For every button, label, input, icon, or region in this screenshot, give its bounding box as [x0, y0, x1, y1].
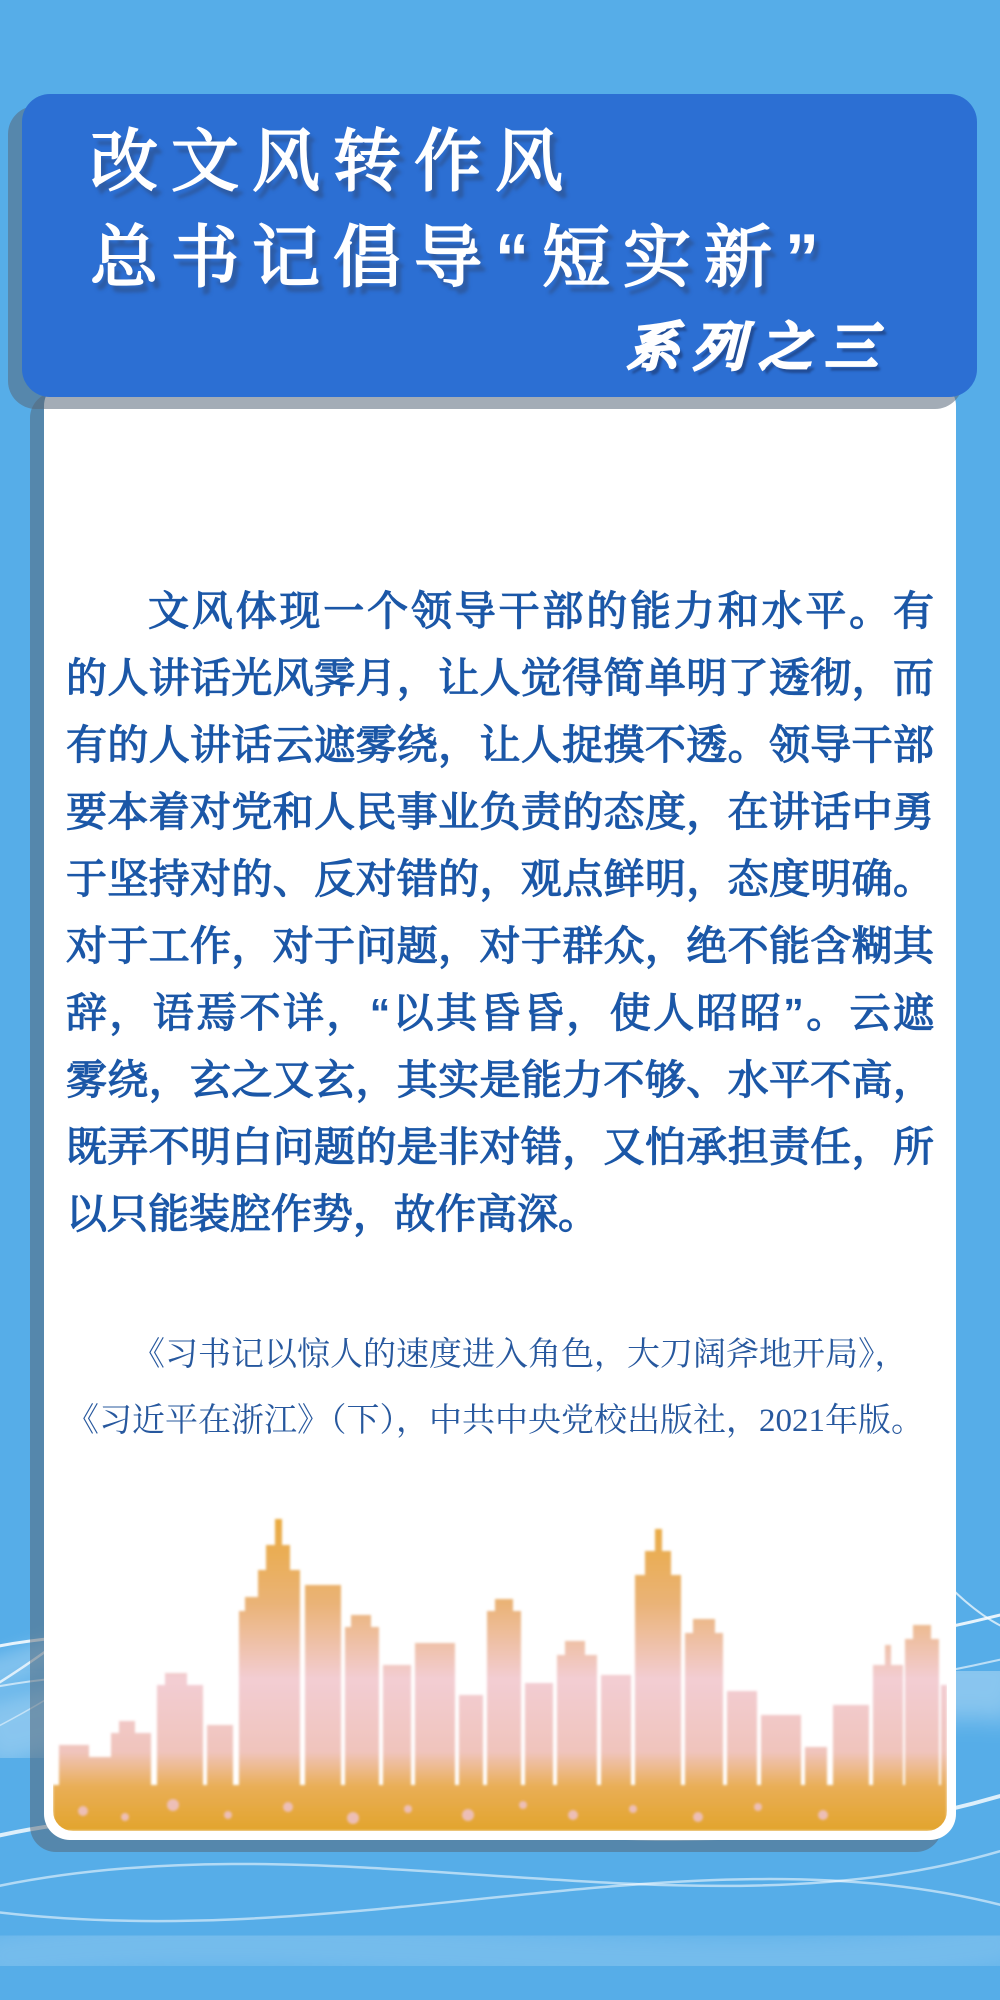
city-skyline-graphic [53, 1515, 947, 1831]
body-line: 于坚持对的、反对错的，观点鲜明，态度明确。 [66, 856, 934, 902]
citation [66, 1322, 934, 1454]
citation-line: 《习近平在浙江》（下），中共中央党校出版社，2021年版。 [66, 1403, 924, 1439]
body-line: 有的人讲话云遮雾绕，让人捉摸不透。领导干部 [66, 722, 934, 768]
body-line: 辞，语焉不详，“以其昏昏，使人昭昭”。云遮 [66, 990, 934, 1036]
city-skyline [53, 1515, 947, 1831]
poster-title-line1: 改文风转作风 [90, 124, 577, 200]
poster-title-line2: 总书记倡导“短实新” [90, 220, 833, 296]
series-label: 系列之三 [626, 320, 891, 377]
body-line: 对于工作，对于问题，对于群众，绝不能含糊其 [66, 923, 934, 969]
body-line: 雾绕，玄之又玄，其实是能力不够、水平不高， [66, 1057, 934, 1103]
body-line: 的人讲话光风霁月，让人觉得简单明了透彻，而 [66, 655, 934, 701]
article-body [66, 578, 934, 1248]
body-line: 以只能装腔作势，故作高深。 [66, 1191, 599, 1237]
citation-line: 《习书记以惊人的速度进入角色，大刀阔斧地开局》， [132, 1337, 908, 1373]
body-line: 既弄不明白问题的是非对错，又怕承担责任，所 [66, 1124, 934, 1170]
content-card [44, 380, 956, 1840]
body-line: 要本着对党和人民事业负责的态度，在讲话中勇 [66, 789, 934, 835]
header-banner [22, 94, 977, 397]
body-line: 文风体现一个领导干部的能力和水平。有 [148, 588, 934, 634]
